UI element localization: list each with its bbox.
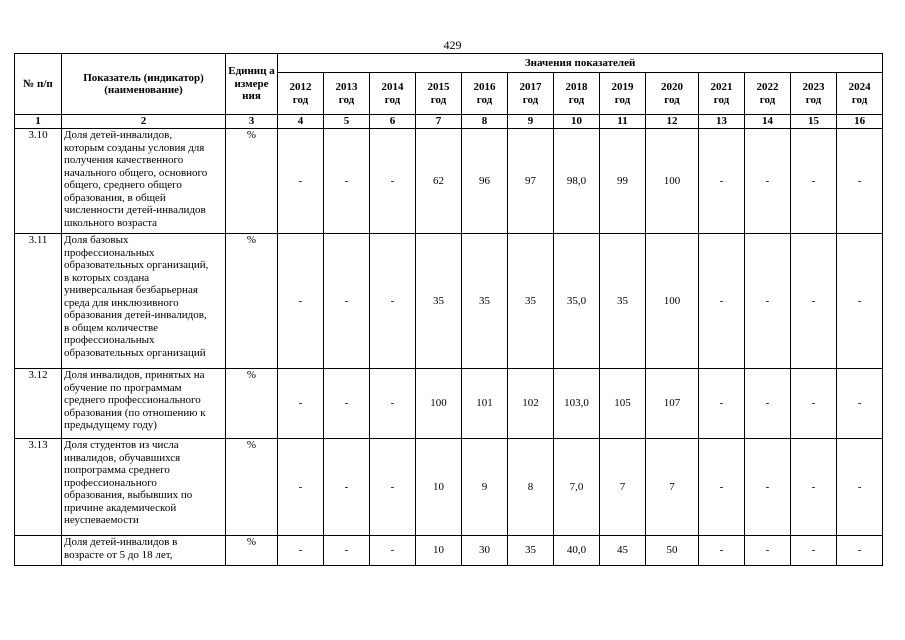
indicator-line: образования детей-инвалидов, [64, 309, 207, 321]
value-cell: 40,0 [554, 536, 600, 566]
header-year [416, 73, 462, 115]
column-number: 13 [699, 115, 745, 129]
indicator-line: образования, в общей [64, 191, 166, 204]
page-number: 429 [443, 38, 462, 52]
value-cell: - [699, 369, 745, 439]
unit-cell: % [226, 369, 278, 439]
value-cell: - [745, 536, 791, 566]
header-year-value: 2024 [848, 81, 871, 93]
indicator-line: Доля детей-инвалидов в [64, 536, 178, 548]
value-cell: 35 [508, 234, 554, 369]
indicator-line: образования (по отношению к [64, 406, 206, 419]
indicator-line: среда для инклюзивного [64, 296, 179, 309]
column-number: 8 [462, 115, 508, 129]
value-cell: 100 [646, 129, 699, 234]
header-year [600, 73, 646, 115]
column-number: 10 [554, 115, 600, 129]
value-cell: - [370, 439, 416, 536]
value-cell: - [370, 369, 416, 439]
column-number: 14 [745, 115, 791, 129]
column-number: 1 [15, 115, 62, 129]
value-cell: - [370, 234, 416, 369]
value-cell: - [324, 129, 370, 234]
value-cell: - [278, 234, 324, 369]
unit-cell: % [226, 129, 278, 234]
value-cell: - [837, 234, 883, 369]
value-cell: - [791, 129, 837, 234]
indicator-line: которым созданы условия для [64, 141, 205, 154]
indicator-line: универсальная безбарьерная [64, 284, 198, 296]
header-year-value: 2020 [661, 81, 683, 93]
value-cell: 7,0 [554, 439, 600, 536]
header-year [370, 73, 416, 115]
header-year-suffix: год [476, 93, 493, 106]
header-num: № п/п [15, 54, 62, 115]
value-cell: - [745, 129, 791, 234]
value-cell: 107 [646, 369, 699, 439]
unit-cell: % [226, 536, 278, 566]
indicators-table [14, 53, 883, 566]
value-cell: 35 [508, 536, 554, 566]
indicator-line: инвалидов, обучавшихся [64, 451, 181, 464]
header-year-value: 2022 [756, 81, 779, 93]
value-cell: - [370, 536, 416, 566]
indicator-line: образования, выбывших по [64, 489, 193, 501]
value-cell: - [837, 439, 883, 536]
value-cell: - [324, 234, 370, 369]
value-cell: - [745, 369, 791, 439]
value-cell: 35 [600, 234, 646, 369]
header-year-value: 2018 [565, 81, 588, 93]
value-cell: - [699, 129, 745, 234]
header-year-value: 2021 [710, 81, 733, 93]
indicator-line: профессиональных [64, 246, 155, 259]
column-number: 12 [646, 115, 699, 129]
header-year-suffix: год [338, 93, 355, 106]
header-year-suffix: год [292, 93, 309, 106]
indicator-line: образовательных организаций, [64, 259, 209, 271]
table-row [15, 536, 883, 566]
indicator-line: среднего профессионального [64, 394, 201, 406]
header-year-suffix: год [759, 93, 776, 106]
indicator-line: предыдущему году) [64, 419, 157, 431]
column-number: 16 [837, 115, 883, 129]
value-cell: 35 [462, 234, 508, 369]
header-year-suffix: год [805, 93, 822, 106]
row-number: 3.12 [15, 369, 62, 439]
indicator-line: профессионального [64, 476, 157, 489]
value-cell: - [324, 536, 370, 566]
header-year-value: 2013 [335, 81, 358, 93]
value-cell: - [278, 129, 324, 234]
header-year-value: 2019 [611, 81, 634, 93]
value-cell: 100 [646, 234, 699, 369]
value-cell: 62 [416, 129, 462, 234]
value-cell: 9 [462, 439, 508, 536]
header-year-suffix: год [384, 93, 401, 106]
indicator-name [62, 234, 226, 369]
value-cell: 50 [646, 536, 699, 566]
table-row [15, 129, 883, 234]
value-cell: 30 [462, 536, 508, 566]
value-cell: 7 [646, 439, 699, 536]
value-cell: - [699, 536, 745, 566]
header-year-value: 2017 [519, 81, 542, 93]
indicator-line: в которых создана [64, 271, 150, 284]
value-cell: 101 [462, 369, 508, 439]
header-year-suffix: год [430, 93, 447, 106]
header-year-suffix: год [664, 93, 680, 106]
indicator-name [62, 439, 226, 536]
column-number: 9 [508, 115, 554, 129]
value-cell: 35,0 [554, 234, 600, 369]
value-cell: 100 [416, 369, 462, 439]
row-number: 3.13 [15, 439, 62, 536]
value-cell: - [278, 369, 324, 439]
value-cell: 45 [600, 536, 646, 566]
header-year-suffix: год [851, 93, 868, 106]
value-cell: 98,0 [554, 129, 600, 234]
unit-cell: % [226, 234, 278, 369]
header-values: Значения показателей [278, 54, 883, 73]
indicator-line: профессиональных [64, 334, 155, 346]
value-cell: - [837, 129, 883, 234]
header-year [462, 73, 508, 115]
column-number: 11 [600, 115, 646, 129]
header-year-suffix: год [568, 93, 585, 106]
header-year-suffix: год [614, 93, 631, 106]
indicator-line: в общем количестве [64, 321, 159, 334]
header-year-value: 2014 [381, 81, 404, 93]
value-cell: - [837, 369, 883, 439]
header-year [837, 73, 883, 115]
value-cell: - [278, 536, 324, 566]
value-cell: - [324, 439, 370, 536]
column-number: 2 [62, 115, 226, 129]
header-year-value: 2023 [802, 81, 825, 93]
header-year [508, 73, 554, 115]
column-number: 4 [278, 115, 324, 129]
header-year [646, 73, 699, 115]
table-row [15, 234, 883, 369]
row-number [15, 536, 62, 566]
indicator-line: Доля инвалидов, принятых на [64, 369, 205, 381]
indicator-line: Доля базовых [64, 234, 129, 246]
indicator-line: Доля детей-инвалидов, [64, 129, 173, 141]
header-year-suffix: год [713, 93, 730, 106]
table-row [15, 369, 883, 439]
value-cell: - [791, 536, 837, 566]
indicator-line: возрасте от 5 до 18 лет, [64, 548, 173, 561]
header-year-value: 2012 [289, 81, 312, 93]
value-cell: - [791, 439, 837, 536]
header-year-suffix: год [522, 93, 539, 106]
header-year [324, 73, 370, 115]
header-year [278, 73, 324, 115]
value-cell: - [745, 439, 791, 536]
indicator-line: Доля студентов из числа [64, 439, 179, 451]
value-cell: - [324, 369, 370, 439]
value-cell: - [745, 234, 791, 369]
indicator-name [62, 129, 226, 234]
header-year-value: 2016 [473, 81, 496, 93]
value-cell: - [791, 369, 837, 439]
value-cell: 10 [416, 536, 462, 566]
value-cell: 10 [416, 439, 462, 536]
indicator-line: обучение по программам [64, 381, 182, 394]
header-year [791, 73, 837, 115]
indicator-line: образовательных организаций [64, 346, 206, 359]
column-number: 5 [324, 115, 370, 129]
indicator-line: общего, среднего общего [64, 179, 182, 191]
column-number: 15 [791, 115, 837, 129]
header-unit: Единиц а измере ния [226, 54, 278, 115]
value-cell: 102 [508, 369, 554, 439]
value-cell: 35 [416, 234, 462, 369]
value-cell: 103,0 [554, 369, 600, 439]
column-number: 3 [226, 115, 278, 129]
value-cell: - [837, 536, 883, 566]
header-year [745, 73, 791, 115]
indicator-line: неуспеваемости [64, 514, 139, 526]
row-number: 3.10 [15, 129, 62, 234]
indicator-line: получения качественного [64, 154, 184, 166]
column-number: 6 [370, 115, 416, 129]
value-cell: 97 [508, 129, 554, 234]
value-cell: - [699, 234, 745, 369]
value-cell: 96 [462, 129, 508, 234]
header-year [554, 73, 600, 115]
indicator-line: школьного возраста [64, 216, 158, 229]
header-indicator: Показатель (индикатор) (наименование) [62, 54, 226, 115]
unit-cell: % [226, 439, 278, 536]
indicator-name [62, 536, 226, 566]
header-year-value: 2015 [427, 81, 450, 93]
indicator-line: начального общего, основного [64, 166, 208, 179]
row-number: 3.11 [15, 234, 62, 369]
table-row [15, 439, 883, 536]
header-year [699, 73, 745, 115]
column-number: 7 [416, 115, 462, 129]
value-cell: 8 [508, 439, 554, 536]
indicator-line: причине академической [64, 501, 177, 514]
indicator-line: численности детей-инвалидов [64, 204, 206, 216]
value-cell: - [791, 234, 837, 369]
indicator-line: попрограмма среднего [64, 464, 170, 476]
value-cell: 99 [600, 129, 646, 234]
value-cell: - [278, 439, 324, 536]
indicator-name [62, 369, 226, 439]
value-cell: - [370, 129, 416, 234]
value-cell: - [699, 439, 745, 536]
value-cell: 7 [600, 439, 646, 536]
value-cell: 105 [600, 369, 646, 439]
